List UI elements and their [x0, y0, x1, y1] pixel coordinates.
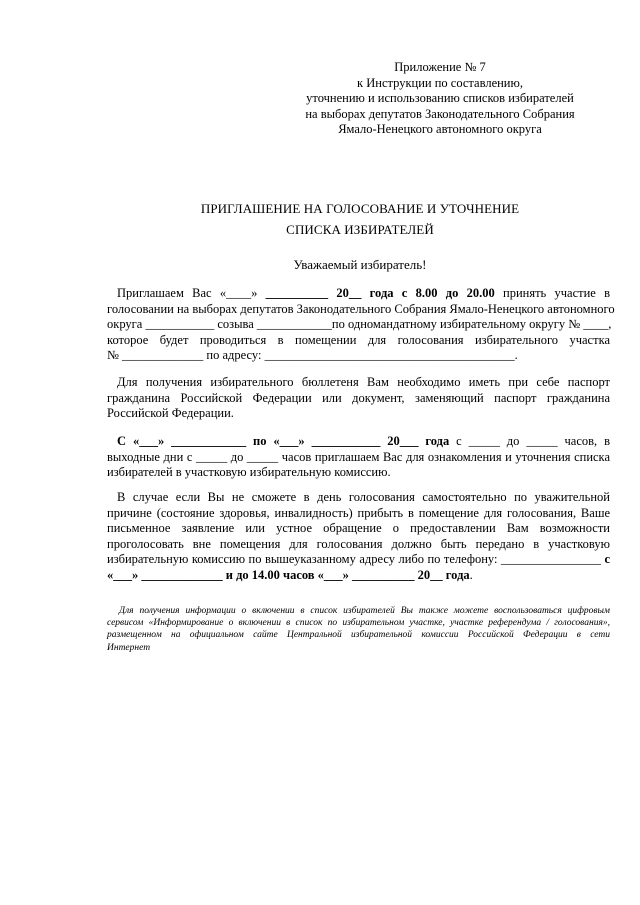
date-time-bold: __________ 20__ года с 8.00 до 20.00	[265, 286, 495, 300]
footnote	[107, 605, 610, 654]
appendix-line: Приложение № 7	[394, 60, 486, 74]
paragraph-line: избирателей в участковую избирательную комиссию.	[107, 465, 391, 480]
text-fragment: Приглашаем Вас «____»	[117, 286, 266, 300]
paragraph-line	[107, 286, 610, 302]
appendix-header	[250, 60, 630, 138]
paragraph-line: № _____________ по адресу: ________________________________________.	[107, 348, 518, 363]
footnote-line: размещенном на официальном сайте Центральной избирательной комиссии Российской Федерации в сети	[107, 630, 610, 641]
paragraph-line: округа ___________ созыва ____________по одномандатному избирательному округу № ____,	[107, 317, 612, 332]
title-line-1: ПРИГЛАШЕНИЕ НА ГОЛОСОВАНИЕ И УТОЧНЕНИЕ	[200, 201, 520, 216]
deadline-bold: «___» _____________ и до 14.00 часов «___» __________ 20__ года	[107, 567, 470, 582]
paragraph-line: которое будет проводиться в помещении для голосования избирательного участка	[107, 332, 610, 347]
footnote-line: Интернет	[107, 642, 151, 653]
appendix-line: уточнению и использованию списков избирателей	[306, 91, 574, 105]
text-fragment: избирательную комиссию по вышеуказанному адресу либо по телефону: ________________	[107, 552, 605, 567]
greeting: Уважаемый избиратель!	[293, 257, 427, 272]
appendix-line: к Инструкции по составлению,	[357, 75, 523, 90]
footnote-line: Для получения информации о включении в список избирателей Вы также можете воспользоваться цифровым	[119, 606, 610, 616]
paragraph-line: гражданина Российской Федерации или документ, заменяющий паспорт гражданина	[107, 390, 610, 405]
passport-paragraph	[107, 375, 610, 422]
invitation-paragraph	[107, 286, 615, 364]
paragraph-line: причине (состояние здоровья, инвалидность) прибыть в помещение для голосования, Ваше	[107, 505, 610, 520]
paragraph-line	[107, 434, 610, 450]
paragraph-line: письменное заявление или устное обращение о предоставлении Вам возможности	[107, 521, 610, 536]
text-fragment: принять участие в	[494, 286, 611, 300]
text-fragment: .	[469, 567, 473, 582]
document-title	[100, 198, 620, 240]
paragraph-line	[107, 568, 610, 584]
title-line-2: СПИСКА ИЗБИРАТЕЛЕЙ	[286, 222, 434, 237]
period-bold: С «___» ____________ по «___» ___________ 20___ года	[117, 434, 450, 448]
paragraph-line: выходные дни с _____ до _____ часов приглашаем Вас для ознакомления и уточнения списка	[107, 449, 610, 464]
paragraph-line: Для получения избирательного бюллетеня Вам необходимо иметь при себе паспорт	[117, 375, 610, 389]
paragraph-line: проголосовать вне помещения для голосования должно быть передано в участковую	[107, 536, 610, 551]
text-fragment: с _____ до _____ часов, в	[449, 434, 610, 448]
text-fragment-bold: с	[604, 552, 610, 567]
appendix-line: Ямало-Ненецкого автономного округа	[338, 122, 542, 136]
paragraph-line: Российской Федерации.	[107, 406, 234, 421]
home-voting-paragraph	[107, 490, 610, 584]
footnote-line: сервисом «Информирование о включении в список по избирательном участке, участке референдума / голосования»,	[107, 618, 610, 629]
paragraph-line: голосовании на выборах депутатов Законодательного Собрания Ямало-Ненецкого автономного	[107, 301, 615, 316]
paragraph-line	[107, 552, 610, 568]
list-verification-paragraph	[107, 434, 610, 481]
appendix-line: на выборах депутатов Законодательного Собрания	[305, 106, 575, 121]
paragraph-line: В случае если Вы не сможете в день голосования самостоятельно по уважительной	[117, 490, 610, 504]
